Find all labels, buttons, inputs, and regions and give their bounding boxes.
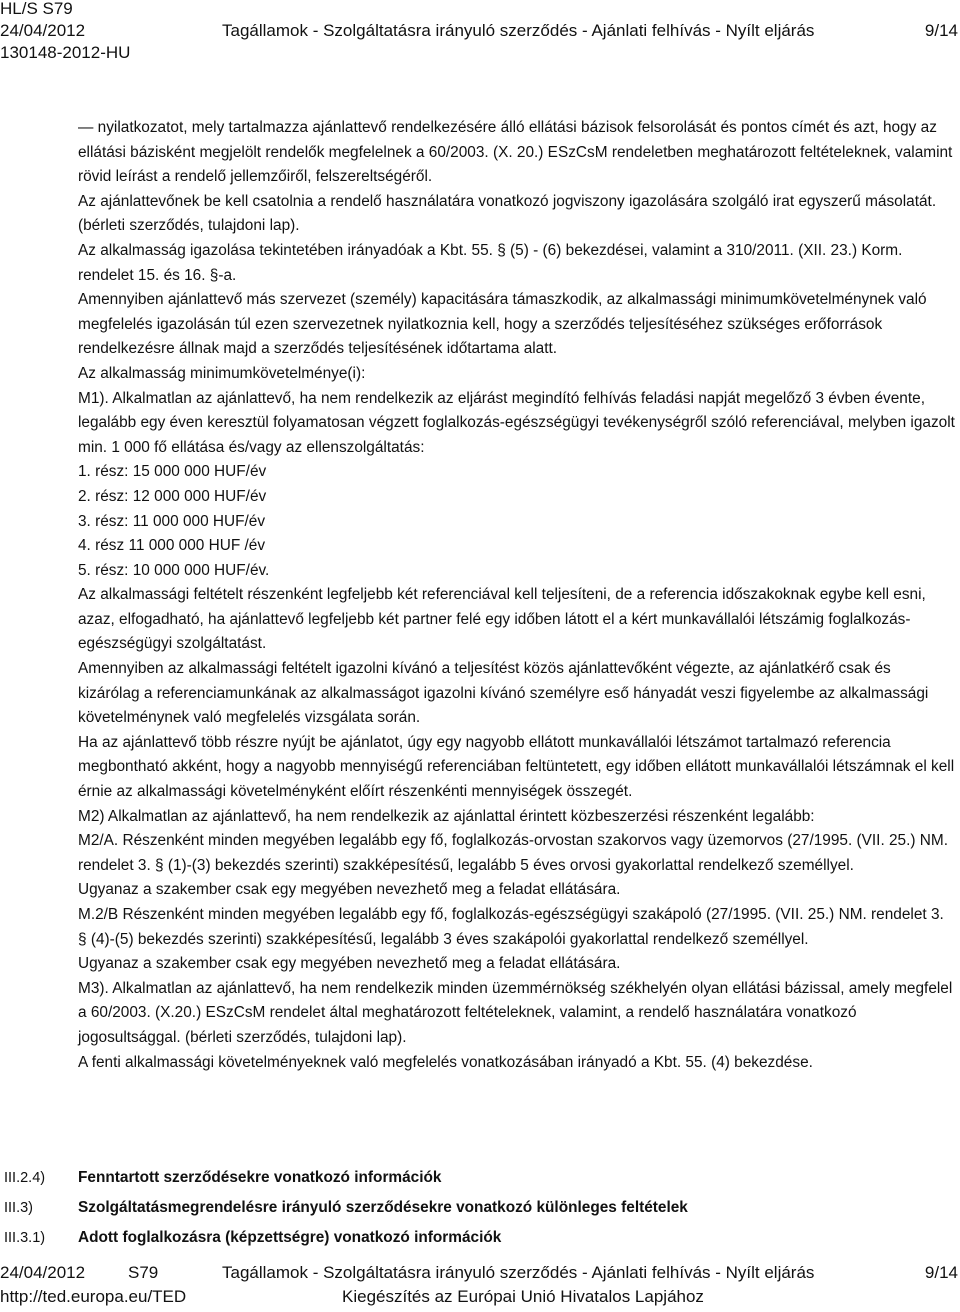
section-number: III.3): [4, 1200, 34, 1216]
footer-supplement: Kiegészítés az Európai Unió Hivatalos Lapjához: [342, 1287, 704, 1306]
section-number: III.2.4): [4, 1170, 46, 1186]
list-item: 2. rész: 12 000 000 HUF/év: [78, 487, 267, 505]
page-footer: [0, 1262, 960, 1312]
journal-label: HL/S S79: [0, 0, 73, 18]
section-row: [0, 1193, 960, 1223]
section-row: [0, 1163, 960, 1193]
section-title: Adott foglalkozásra (képzettségre) vonatkozó információk: [78, 1229, 502, 1246]
paragraph: Amennyiben ajánlattevő más szervezet (személy) kapacitására támaszkodik, az alkalmassági minimumkövetelménynek való megfelelés igazolásán túl ezen szervezetnek nyilatkoznia kell, hogy a szerződés teljesítéséhez szükséges erőforrások rendelkezésre állnak majd a szerződés teljesítésének időtartama alatt.: [78, 291, 927, 358]
list-item: 1. rész: 15 000 000 HUF/év: [78, 463, 267, 481]
footer-date: 24/04/2012: [0, 1263, 86, 1282]
section-row: [0, 1223, 960, 1253]
section-number: III.3.1): [4, 1230, 46, 1246]
paragraph: M1). Alkalmatlan az ajánlattevő, ha nem rendelkezik az eljárást megindító felhívás feladási napját megelőző 3 évben évente, legalább egy éven keresztül folyamatosan végzett foglalkozás-egészségügyi tevékenységről szóló referenciával, melyben igazolt min. 1 000 fő ellátása és/vagy az ellenszolgáltatás:: [78, 389, 955, 456]
paragraph: Amennyiben az alkalmassági feltételt igazolni kívánó a teljesítést közös ajánlattevőként végezte, az ajánlatkérő csak és kizárólag a referenciamunkának az alkalmasságot igazolni kívánó személyre eső hányadát veszi figyelembe az alkalmassági követelménynek való megfelelés vizsgálata során.: [78, 660, 929, 727]
paragraph: Az alkalmasság minimumkövetelménye(i):: [78, 364, 366, 382]
notice-id: 130148-2012-HU: [0, 43, 131, 62]
header-date: 24/04/2012: [0, 21, 86, 40]
paragraph: Az alkalmassági feltételt részenként legfeljebb két referenciával kell teljesíteni, de a referencia időszakoknak egybe kell esni, azaz, elfogadható, ha ajánlattevő legfeljebb két partner felé egy időben látott el a kért munkavállalói létszámig foglalkozás-egészségügyi szolgáltatást.: [78, 586, 926, 653]
paragraph: Ha az ajánlattevő több részre nyújt be ajánlatot, úgy egy nagyobb ellátott munkavállalói létszámot tartalmazó referencia megbontható akként, hogy a nagyobb mennyiségű referenciában feltüntetett, egy időben ellátott munkavállalói létszámnak el kell érnie az alkalmassági követelményként előírt részenkénti mennyiségek összegét.: [78, 733, 955, 801]
paragraph: Ugyanaz a szakember csak egy megyében nevezhető meg a feladat ellátására.: [78, 881, 621, 899]
list-item: 3. rész: 11 000 000 HUF/év: [78, 512, 266, 530]
section-title: Szolgáltatásmegrendelésre irányuló szerződésekre vonatkozó különleges feltételek: [78, 1199, 688, 1216]
paragraph: Az ajánlattevőnek be kell csatolnia a rendelő használatára vonatkozó jogviszony igazolására szolgáló irat egyszerű másolatát. (bérleti szerződés, tulajdoni lap).: [78, 192, 937, 235]
paragraph: M2) Alkalmatlan az ajánlattevő, ha nem rendelkezik az ajánlattal érintett közbeszerzési részenként legalább:: [78, 807, 815, 825]
footer-title: Tagállamok - Szolgáltatásra irányuló szerződés - Ajánlati felhívás - Nyílt eljárás: [222, 1263, 815, 1282]
list-item: 5. rész: 10 000 000 HUF/év.: [78, 561, 270, 579]
paragraph: Az alkalmasság igazolása tekintetében irányadóak a Kbt. 55. § (5) - (6) bekezdései, valamint a 310/2011. (XII. 23.) Korm. rendelet 15. és 16. §-a.: [78, 241, 903, 284]
section-headings: [0, 1163, 960, 1253]
footer-url-link[interactable]: http://ted.europa.eu/TED: [0, 1287, 187, 1306]
footer-series: S79: [128, 1263, 159, 1282]
body-text: [78, 116, 956, 1075]
paragraph: M3). Alkalmatlan az ajánlattevő, ha nem rendelkezik minden üzemmérnökség székhelyén olyan ellátási bázissal, amely megfelel a 60/2003. (X.20.) ESzCsM rendelet által meghatározott feltételeknek, valamint, a rendelő használatára vonatkozó jogosultsággal. (bérleti szerződés, tulajdoni lap).: [78, 979, 953, 1046]
paragraph: Ugyanaz a szakember csak egy megyében nevezhető meg a feladat ellátására.: [78, 955, 621, 973]
section-title: Fenntartott szerződésekre vonatkozó információk: [78, 1169, 442, 1186]
paragraph: M.2/B Részenként minden megyében legalább egy fő, foglalkozás-egészségügyi szakápoló (27/1995. (VII. 25.) NM. rendelet 3. § (4)-(5) bekezdés szerinti) szakképesítésű, legalább 3 éves szakápolói gyakorlattal rendelkező személlyel.: [78, 906, 944, 948]
paragraph: A fenti alkalmassági követelményeknek való megfelelés vonatkozásában irányadó a Kbt. 55. (4) bekezdése.: [78, 1053, 813, 1071]
header-page-number: 9/14: [924, 21, 958, 40]
page-header: [0, 0, 960, 64]
paragraph: M2/A. Részenként minden megyében legalább egy fő, foglalkozás-orvostan szakorvos vagy üzemorvos (27/1995. (VII. 25.) NM. rendelet 3. § (1)-(3) bekezdés szerinti) szakképesítésű, legalább 5 éves orvosi gyakorlattal rendelkező személlyel.: [78, 832, 949, 874]
list-item: 4. rész 11 000 000 HUF /év: [78, 537, 266, 555]
paragraph: — nyilatkozatot, mely tartalmazza ajánlattevő rendelkezésére álló ellátási bázisok felsorolását és pontos címét és azt, hogy az ellátási bázisként megjelölt rendelők megfelelnek a 60/2003. (X. 20.) ESzCsM rendeletben meghatározott feltételeknek, valamint rövid leírást a rendelő jellemzőiről, felszereltségéről.: [78, 119, 953, 186]
footer-page-number: 9/14: [924, 1263, 958, 1282]
header-title: Tagállamok - Szolgáltatásra irányuló szerződés - Ajánlati felhívás - Nyílt eljárás: [222, 21, 815, 40]
